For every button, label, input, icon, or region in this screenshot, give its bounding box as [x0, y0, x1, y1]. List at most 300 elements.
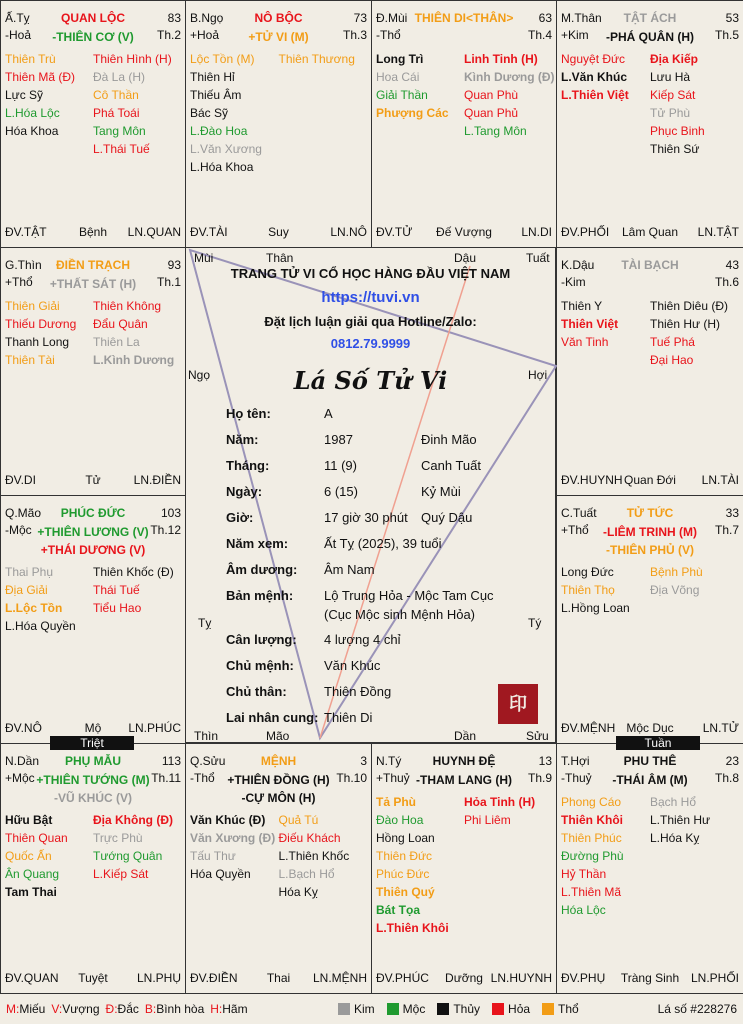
- star-column-right: [650, 793, 739, 847]
- star-column-left: [190, 50, 279, 176]
- star-column-left: [561, 793, 650, 919]
- minor-star: Đẩu Quân: [93, 317, 148, 331]
- main-star: +THIÊN TƯỚNG (M): [36, 773, 150, 787]
- legend-element-name: Thủy: [453, 1002, 481, 1016]
- palace-position: B.Ngọ: [190, 11, 224, 25]
- dir-ty2: Tý: [528, 616, 542, 630]
- info-key: Họ tên:: [226, 406, 271, 421]
- minor-star: Quả Tú: [278, 813, 319, 827]
- minor-star: Điếu Khách: [278, 831, 341, 845]
- seal-stamp: 印: [498, 684, 538, 724]
- info-value: Lộ Trung Hỏa - Mộc Tam Cục: [324, 588, 494, 603]
- main-star: -THAM LANG (H): [416, 773, 512, 787]
- palace-element: -Thuỷ: [561, 771, 592, 785]
- minor-star: L.Kình Dương: [93, 353, 175, 367]
- minor-star: Đại Hao: [650, 353, 694, 367]
- minor-star: Thiên Đức: [376, 849, 433, 863]
- palace-name: TÀI BẠCH: [621, 258, 679, 272]
- minor-star: L.Hóa Quyền: [5, 619, 76, 633]
- palace-position: Đ.Mùi: [376, 11, 408, 25]
- palace-name: PHU THÊ: [623, 754, 677, 768]
- minor-star: Thai Phụ: [5, 565, 54, 579]
- palace-position: Q.Sửu: [190, 754, 226, 768]
- info-value: Thiên Di: [324, 710, 373, 725]
- star-column-left: [5, 297, 93, 369]
- palace-mao[interactable]: [0, 495, 186, 744]
- palace-age: 23: [725, 754, 739, 768]
- palace-th: Th.11: [151, 771, 181, 785]
- info-row: [226, 658, 546, 678]
- dir-mui: Mùi: [194, 251, 214, 265]
- palace-mui[interactable]: [371, 0, 557, 248]
- palace-age: 3: [360, 754, 367, 768]
- minor-star: Hóa Quyền: [190, 867, 251, 881]
- minor-star: Thiên Giải: [5, 299, 60, 313]
- palace-stage: Thai: [266, 971, 291, 985]
- main-star: +THIÊN LƯƠNG (V): [37, 525, 149, 539]
- info-value-2: (Cục Mộc sinh Mệnh Hỏa): [324, 607, 475, 622]
- minor-star: Địa Kiếp: [650, 52, 699, 66]
- palace-position: N.Tý: [376, 754, 402, 768]
- minor-star: Quan Phù: [464, 88, 519, 102]
- legend-mark: [106, 1002, 139, 1016]
- legend-elements: [338, 1002, 591, 1016]
- minor-star: Thiên Không: [93, 299, 162, 313]
- info-key: Tháng:: [226, 458, 270, 473]
- palace-element: +Kim: [561, 28, 589, 42]
- palace-dv: ĐV.NÔ: [5, 721, 42, 735]
- palace-age: 113: [161, 754, 181, 768]
- palace-dan[interactable]: [0, 743, 186, 994]
- minor-star: Hữu Bật: [5, 813, 53, 827]
- palace-name: TẬT ÁCH: [623, 11, 677, 25]
- info-row: [226, 406, 546, 426]
- minor-star: Phá Toái: [93, 106, 140, 120]
- palace-age: 83: [167, 11, 181, 25]
- minor-star: Lực Sỹ: [5, 88, 44, 102]
- palace-stage: Suy: [268, 225, 289, 239]
- minor-star: Tuế Phá: [650, 335, 695, 349]
- palace-ln: LN.QUAN: [127, 225, 181, 239]
- palace-element: +Thổ: [5, 275, 33, 289]
- minor-star: Thiên Hình (H): [93, 52, 172, 66]
- dir-mao: Mão: [266, 729, 290, 743]
- minor-star: Tả Phù: [376, 795, 417, 809]
- minor-star: Thiên La: [93, 335, 140, 349]
- star-column-left: [376, 50, 464, 122]
- palace-stage: Tuyệt: [78, 971, 108, 985]
- minor-star: Địa Giải: [5, 583, 48, 597]
- minor-star: L.Thiên Việt: [561, 88, 629, 102]
- minor-star: Bệnh Phù: [650, 565, 703, 579]
- palace-than[interactable]: [556, 0, 743, 248]
- palace-tuat[interactable]: [556, 495, 743, 744]
- minor-star: Thiếu Dương: [5, 317, 77, 331]
- palace-age: 93: [167, 258, 181, 272]
- minor-star: Thiên Thọ: [561, 583, 615, 597]
- minor-star: Văn Xương (Đ): [190, 831, 276, 845]
- star-column-left: [561, 297, 650, 351]
- palace-position: Ấ.Tỵ: [5, 11, 30, 25]
- legend-element: [437, 1002, 480, 1016]
- legend-mark-value: Hãm: [222, 1002, 248, 1016]
- minor-star: L.Hóa Khoa: [190, 160, 254, 174]
- minor-star: L.Hồng Loan: [561, 601, 630, 615]
- palace-element: -Kim: [561, 275, 586, 289]
- info-row: [226, 632, 546, 652]
- minor-star: Giải Thần: [376, 88, 428, 102]
- star-column-left: [561, 563, 650, 617]
- palace-th: Th.1: [156, 275, 181, 289]
- star-column-right: [93, 297, 181, 369]
- palace-ln: LN.MỆNH: [312, 971, 367, 985]
- minor-star: Phượng Các: [376, 106, 449, 120]
- minor-star: L.Thái Tuế: [93, 142, 150, 156]
- info-row: [226, 510, 546, 530]
- minor-star: L.Đào Hoa: [190, 124, 248, 138]
- palace-ln: LN.PHỐI: [690, 971, 739, 985]
- tuan-tag: Tuần: [616, 736, 700, 750]
- element-swatch-icon: [338, 1003, 350, 1015]
- palace-hoi[interactable]: [556, 743, 743, 994]
- minor-star: L.Hóa Kỵ: [650, 831, 700, 845]
- legend-mark: [145, 1002, 204, 1016]
- info-key: Giờ:: [226, 510, 254, 525]
- minor-star: Thiên Quan: [5, 831, 68, 845]
- palace-age: 53: [725, 11, 739, 25]
- legend-element-name: Thổ: [558, 1002, 579, 1016]
- legend-element: [387, 1002, 426, 1016]
- palace-th: Th.9: [527, 771, 552, 785]
- dir-hoi: Hợi: [528, 368, 548, 382]
- center-info-panel: [185, 247, 556, 743]
- legend-mark-value: Miếu: [19, 1002, 46, 1016]
- palace-name: ĐIỀN TRẠCH: [56, 258, 130, 272]
- palace-stage: Đế Vượng: [436, 225, 492, 239]
- minor-star: Linh Tinh (H): [464, 52, 538, 66]
- palace-dv: ĐV.DI: [5, 473, 36, 487]
- minor-star: Văn Tinh: [561, 335, 609, 349]
- minor-star: Thiên Khôi: [561, 813, 623, 827]
- minor-star: Phi Liêm: [464, 813, 511, 827]
- legend-mark-key: B:: [144, 1002, 157, 1016]
- dir-ty: Tỵ: [198, 616, 212, 630]
- palace-age: 103: [160, 506, 181, 520]
- palace-ty[interactable]: [0, 0, 186, 248]
- palace-th: Th.4: [527, 28, 552, 42]
- palace-dv: ĐV.PHỤ: [561, 971, 606, 985]
- site-title: TRANG TỬ VI CỔ HỌC HÀNG ĐẦU VIỆT NAM: [230, 266, 511, 281]
- dir-dau: Dậu: [454, 251, 477, 265]
- star-column-left: [376, 793, 464, 937]
- minor-star: Kình Dương (Đ): [464, 70, 555, 84]
- dir-thin: Thìn: [194, 729, 219, 743]
- info-row: [226, 588, 546, 622]
- minor-star: Thiên Mã (Đ): [5, 70, 76, 84]
- palace-position: K.Dậu: [561, 258, 595, 272]
- minor-star: Hỏa Tinh (H): [464, 795, 536, 809]
- palace-name: THIÊN DI<THÂN>: [414, 11, 514, 25]
- minor-star: Thiên Diêu (Đ): [650, 299, 729, 313]
- palace-th: Th.12: [150, 523, 181, 537]
- minor-star: L.Hóa Lộc: [5, 106, 60, 120]
- site-link[interactable]: https://tuvi.vn: [321, 289, 420, 306]
- main-stars: [1, 275, 185, 293]
- main-stars: [372, 771, 556, 789]
- palace-age: 73: [353, 11, 367, 25]
- info-key: Âm dương:: [226, 562, 298, 577]
- info-value: Âm Nam: [324, 562, 375, 577]
- triet-tag: Triệt: [50, 736, 134, 750]
- minor-star: Thiên Tài: [5, 353, 55, 367]
- legend-element-name: Hỏa: [508, 1002, 531, 1016]
- star-column-right: [650, 297, 739, 369]
- legend-element-name: Kim: [354, 1002, 375, 1016]
- main-star: +THẤT SÁT (H): [49, 277, 137, 291]
- main-stars: [557, 28, 743, 46]
- minor-star: Thái Tuế: [93, 583, 140, 597]
- minor-star: Ân Quang: [5, 867, 60, 881]
- palace-stage: Dưỡng: [445, 971, 483, 985]
- palace-age: 63: [538, 11, 552, 25]
- palace-dv: ĐV.HUYNH: [561, 473, 623, 487]
- palace-position: C.Tuất: [561, 506, 597, 520]
- star-column-left: [5, 563, 93, 635]
- dir-ngo: Ngọ: [188, 368, 211, 382]
- legend-mark-value: Bình hòa: [156, 1002, 205, 1016]
- info-key: Bản mệnh:: [226, 588, 294, 603]
- info-value: 17 giờ 30 phút: [324, 510, 408, 525]
- legend-mark: [210, 1002, 247, 1016]
- legend-mark-value: Đắc: [117, 1002, 139, 1016]
- star-column-right: [93, 563, 181, 617]
- minor-star: Phong Cáo: [561, 795, 622, 809]
- main-star: -PHÁ QUÂN (H): [606, 30, 694, 44]
- star-column-right: [464, 50, 555, 140]
- minor-star: Phục Binh: [650, 124, 705, 138]
- minor-star: Thiên Sứ: [650, 142, 700, 156]
- palace-age: 33: [725, 506, 739, 520]
- star-column-right: [464, 793, 552, 829]
- info-row: [226, 536, 546, 556]
- palace-position: N.Dần: [5, 754, 40, 768]
- chart-title: Lá Số Tử Vi: [293, 366, 448, 395]
- minor-star: Địa Võng: [650, 583, 700, 597]
- legend-mark-key: Đ:: [105, 1002, 118, 1016]
- palace-name: NÔ BỘC: [254, 11, 303, 25]
- minor-star: Đào Hoa: [376, 813, 424, 827]
- palace-dv: ĐV.QUAN: [5, 971, 59, 985]
- legend-element-name: Mộc: [402, 1002, 426, 1016]
- palace-stage: Mộ: [84, 721, 102, 735]
- info-value: 4 lượng 4 chỉ: [324, 632, 401, 647]
- palace-th: Th.2: [156, 28, 181, 42]
- star-column-left: [5, 50, 93, 140]
- info-key: Ngày:: [226, 484, 263, 499]
- palace-dv: ĐV.TẬT: [5, 225, 47, 239]
- info-extra: Quý Dậu: [421, 510, 473, 525]
- palace-th: Th.7: [714, 523, 739, 537]
- palace-stage: Lâm Quan: [621, 225, 679, 239]
- dir-dan: Dần: [454, 729, 477, 743]
- minor-star: Thiên Quý: [376, 885, 435, 899]
- minor-star: Quốc Ấn: [5, 849, 52, 863]
- info-value: 1987: [324, 432, 353, 447]
- main-star: +THÁI DƯƠNG (V): [40, 543, 146, 557]
- palace-ln: LN.TÀI: [701, 473, 739, 487]
- info-row: [226, 484, 546, 504]
- main-star: -CỰ MÔN (H): [241, 791, 316, 805]
- minor-star: Long Trì: [376, 52, 424, 66]
- palace-position: G.Thìn: [5, 258, 42, 272]
- palace-dv: ĐV.TÀI: [190, 225, 228, 239]
- dir-suu: Sửu: [526, 729, 549, 743]
- main-stars: [557, 523, 743, 559]
- element-swatch-icon: [437, 1003, 449, 1015]
- palace-name: MỆNH: [260, 754, 297, 768]
- info-extra: Kỷ Mùi: [421, 484, 461, 499]
- palace-dau[interactable]: [556, 247, 743, 496]
- minor-star: Đà La (H): [93, 70, 146, 84]
- info-value: Thiên Đồng: [324, 684, 392, 699]
- palace-dv: ĐV.TỬ: [376, 225, 413, 239]
- minor-star: L.Thiên Khôi: [376, 921, 449, 935]
- main-stars: [186, 28, 371, 46]
- palace-element: +Thổ: [561, 523, 589, 537]
- minor-star: Kiếp Sát: [650, 88, 696, 102]
- palace-ln: LN.TỬ: [702, 721, 739, 735]
- dir-tuat: Tuất: [526, 251, 550, 265]
- minor-star: Thiên Khốc (Đ): [93, 565, 174, 579]
- palace-ln: LN.DI: [521, 225, 552, 239]
- minor-star: Tang Môn: [93, 124, 146, 138]
- palace-th: Th.6: [714, 275, 739, 289]
- star-column-left: [5, 811, 93, 901]
- main-stars: [1, 28, 185, 46]
- palace-ln: LN.PHÚC: [128, 721, 181, 735]
- star-column-left: [190, 811, 279, 883]
- info-extra: Canh Tuất: [421, 458, 481, 473]
- minor-star: Thiên Phúc: [561, 831, 622, 845]
- star-column-right: [93, 50, 181, 158]
- main-star: -LIÊM TRINH (M): [603, 525, 697, 539]
- legend-mark-value: Vượng: [62, 1002, 100, 1016]
- minor-star: Hoa Cái: [376, 70, 420, 84]
- info-row: [226, 458, 546, 478]
- minor-star: Thiên Thương: [278, 52, 355, 66]
- palace-name: HUYNH ĐỆ: [432, 754, 496, 768]
- element-swatch-icon: [387, 1003, 399, 1015]
- palace-stage: Mộc Dục: [626, 721, 674, 735]
- main-stars: [1, 523, 185, 559]
- palace-element: -Thổ: [190, 771, 215, 785]
- star-column-right: [279, 50, 368, 68]
- palace-dv: ĐV.ĐIỀN: [190, 971, 238, 985]
- chart-number: Lá số #228276: [657, 1002, 737, 1016]
- info-key: Năm xem:: [226, 536, 289, 551]
- minor-star: Quan Phủ: [464, 106, 519, 120]
- legend-element: [492, 1002, 530, 1016]
- palace-dv: ĐV.MỆNH: [561, 721, 616, 735]
- minor-star: Hóa Kỵ: [278, 885, 318, 899]
- palace-element: +Mộc: [5, 771, 35, 785]
- minor-star: Thiếu Âm: [190, 88, 242, 102]
- minor-star: L.Thiên Hư: [650, 813, 711, 827]
- palace-element: +Hoả: [190, 28, 220, 42]
- hotline-phone[interactable]: 0812.79.9999: [330, 336, 411, 351]
- minor-star: L.Thiên Mã: [561, 885, 622, 899]
- palace-suu[interactable]: [185, 743, 372, 994]
- minor-star: Nguyệt Đức: [561, 52, 626, 66]
- palace-th: Th.10: [336, 771, 367, 785]
- legend-mark-key: M:: [6, 1002, 20, 1016]
- palace-ty2[interactable]: [371, 743, 557, 994]
- minor-star: Lộc Tồn (M): [190, 52, 255, 66]
- palace-ngo[interactable]: [185, 0, 372, 248]
- palace-ln: LN.TẬT: [697, 225, 739, 239]
- info-value: 6 (15): [324, 484, 358, 499]
- main-stars: [186, 771, 371, 807]
- minor-star: L.Văn Xương: [190, 142, 262, 156]
- minor-star: Bát Tọa: [376, 903, 421, 917]
- palace-stage: Tràng Sinh: [620, 971, 680, 985]
- main-star: +THIÊN ĐỒNG (H): [227, 773, 330, 787]
- minor-star: Đường Phù: [561, 849, 624, 863]
- minor-star: Hỷ Thần: [561, 867, 607, 881]
- main-stars: [557, 771, 743, 789]
- palace-element: -Hoả: [5, 28, 32, 42]
- legend-mark: [51, 1002, 99, 1016]
- minor-star: Tam Thai: [5, 885, 57, 899]
- main-star: -THIÊN CƠ (V): [52, 30, 134, 44]
- minor-star: Cô Thần: [93, 88, 139, 102]
- palace-th: Th.3: [342, 28, 367, 42]
- palace-name: PHỤ MẪU: [65, 754, 121, 768]
- palace-stage: Tử: [85, 473, 101, 487]
- palace-dv: ĐV.PHÚC: [376, 971, 429, 985]
- palace-ln: LN.NÔ: [330, 225, 367, 239]
- palace-position: T.Hợi: [561, 754, 590, 768]
- palace-element: +Thuỷ: [376, 771, 410, 785]
- palace-stage: Bệnh: [78, 225, 108, 239]
- main-star: -THIÊN PHỦ (V): [606, 543, 694, 557]
- minor-star: Thanh Long: [5, 335, 70, 349]
- minor-star: L.Tang Môn: [464, 124, 527, 138]
- palace-name: PHÚC ĐỨC: [60, 506, 126, 520]
- palace-element: -Mộc: [5, 523, 32, 537]
- minor-star: Bác Sỹ: [190, 106, 229, 120]
- palace-age: 43: [725, 258, 739, 272]
- palace-thin[interactable]: [0, 247, 186, 496]
- minor-star: Văn Khúc (Đ): [190, 813, 266, 827]
- minor-star: Long Đức: [561, 565, 614, 579]
- main-stars: [1, 771, 185, 807]
- info-value: 11 (9): [324, 458, 357, 473]
- hotline-label: Đặt lịch luận giải qua Hotline/Zalo:: [264, 314, 477, 329]
- minor-star: Hóa Khoa: [5, 124, 59, 138]
- palace-dv: ĐV.PHỐI: [561, 225, 610, 239]
- minor-star: Địa Không (Đ): [93, 813, 173, 827]
- legend-bar: [0, 993, 743, 1024]
- minor-star: L.Văn Khúc: [561, 70, 628, 84]
- legend-marks: [6, 1002, 254, 1016]
- minor-star: L.Thiên Khốc: [278, 849, 350, 863]
- legend-element: [338, 1002, 375, 1016]
- minor-star: Hóa Lộc: [561, 903, 606, 917]
- star-column-right: [93, 811, 181, 883]
- palace-name: TỬ TỨC: [626, 506, 674, 520]
- minor-star: L.Bạch Hổ: [278, 867, 335, 881]
